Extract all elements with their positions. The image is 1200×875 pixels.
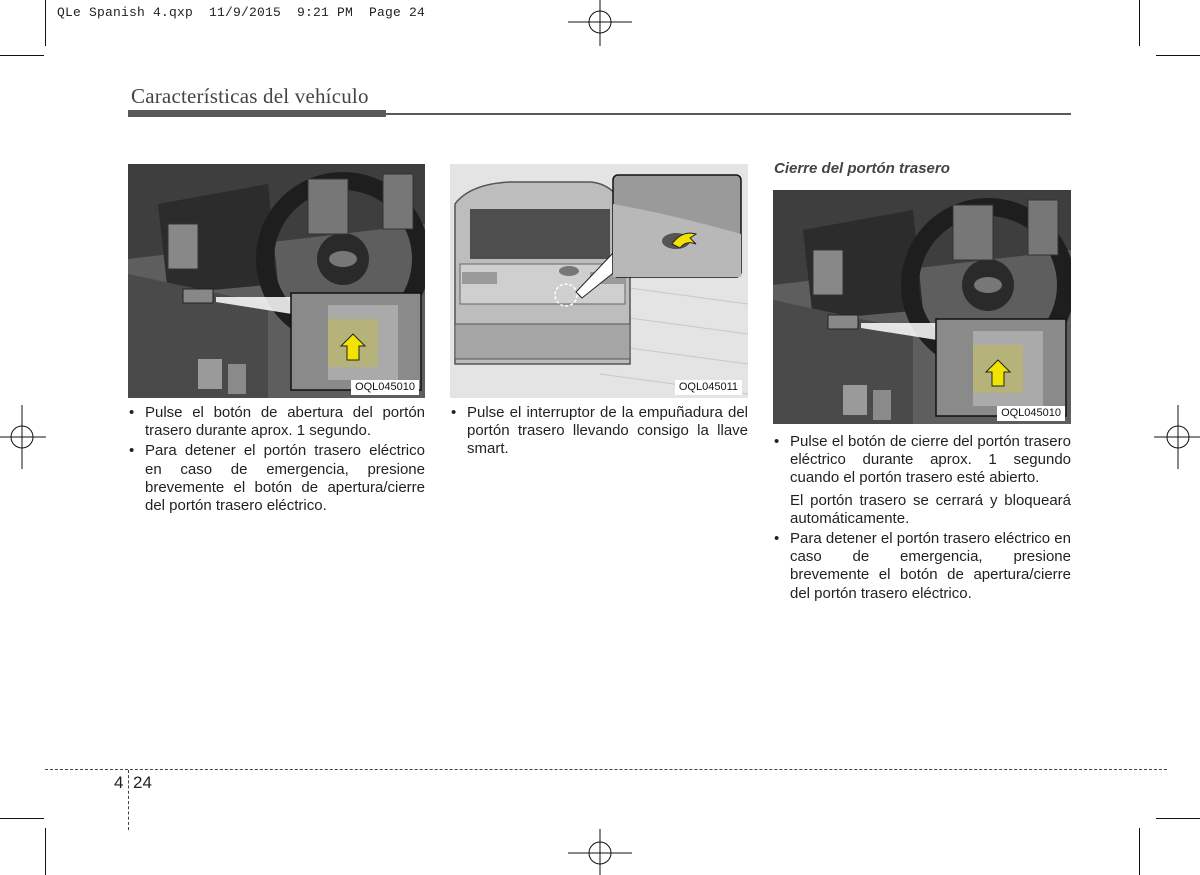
print-slug: QLe Spanish 4.qxp 11/9/2015 9:21 PM Page 24 — [57, 5, 426, 20]
left-bullet-list — [128, 404, 425, 517]
chapter-number: 4 — [114, 773, 124, 792]
registration-mark-top-icon — [568, 0, 632, 46]
title-rule-thin — [386, 113, 1071, 115]
figure-label: OQL045011 — [675, 380, 742, 395]
registration-mark-bottom-icon — [568, 829, 632, 875]
middle-bullet-list — [450, 404, 748, 461]
figure-rear-tailgate-handle — [450, 164, 748, 398]
figure-dashboard-close-button — [773, 190, 1071, 424]
list-item: • Pulse el interruptor de la empuñadura del portón trasero llevando consigo la llave smart. — [450, 404, 748, 459]
list-item: • Pulse el botón de cierre del portón trasero eléctrico durante aprox. 1 segundo cuando el portón trasero esté abierto. — [773, 433, 1071, 488]
list-item: • Para detener el portón trasero eléctrico en caso de emergencia, presione brevemente el botón de apertura/cierre del portón trasero eléctrico. — [128, 442, 425, 515]
footer-divider — [128, 770, 129, 830]
figure-label: OQL045010 — [997, 406, 1065, 421]
title-rule-thick — [128, 110, 386, 117]
list-item: • Para detener el portón trasero eléctrico en caso de emergencia, presione brevemente el botón de apertura/cierre del portón trasero eléctrico. — [773, 530, 1071, 603]
subheading-close-tailgate: Cierre del portón trasero — [774, 160, 950, 177]
section-title: Características del vehículo — [131, 84, 369, 108]
list-item-note: El portón trasero se cerrará y bloqueará automáticamente. — [790, 491, 1071, 527]
page-number: 24 — [133, 773, 152, 792]
registration-mark-left-icon — [0, 405, 46, 469]
footer-rule — [45, 769, 1167, 770]
list-item: • Pulse el botón de abertura del portón trasero durante aprox. 1 segundo. — [128, 404, 425, 440]
registration-mark-right-icon — [1154, 405, 1200, 469]
figure-label: OQL045010 — [351, 380, 419, 395]
right-bullet-list — [773, 433, 1071, 605]
figure-dashboard-open-button — [128, 164, 425, 398]
